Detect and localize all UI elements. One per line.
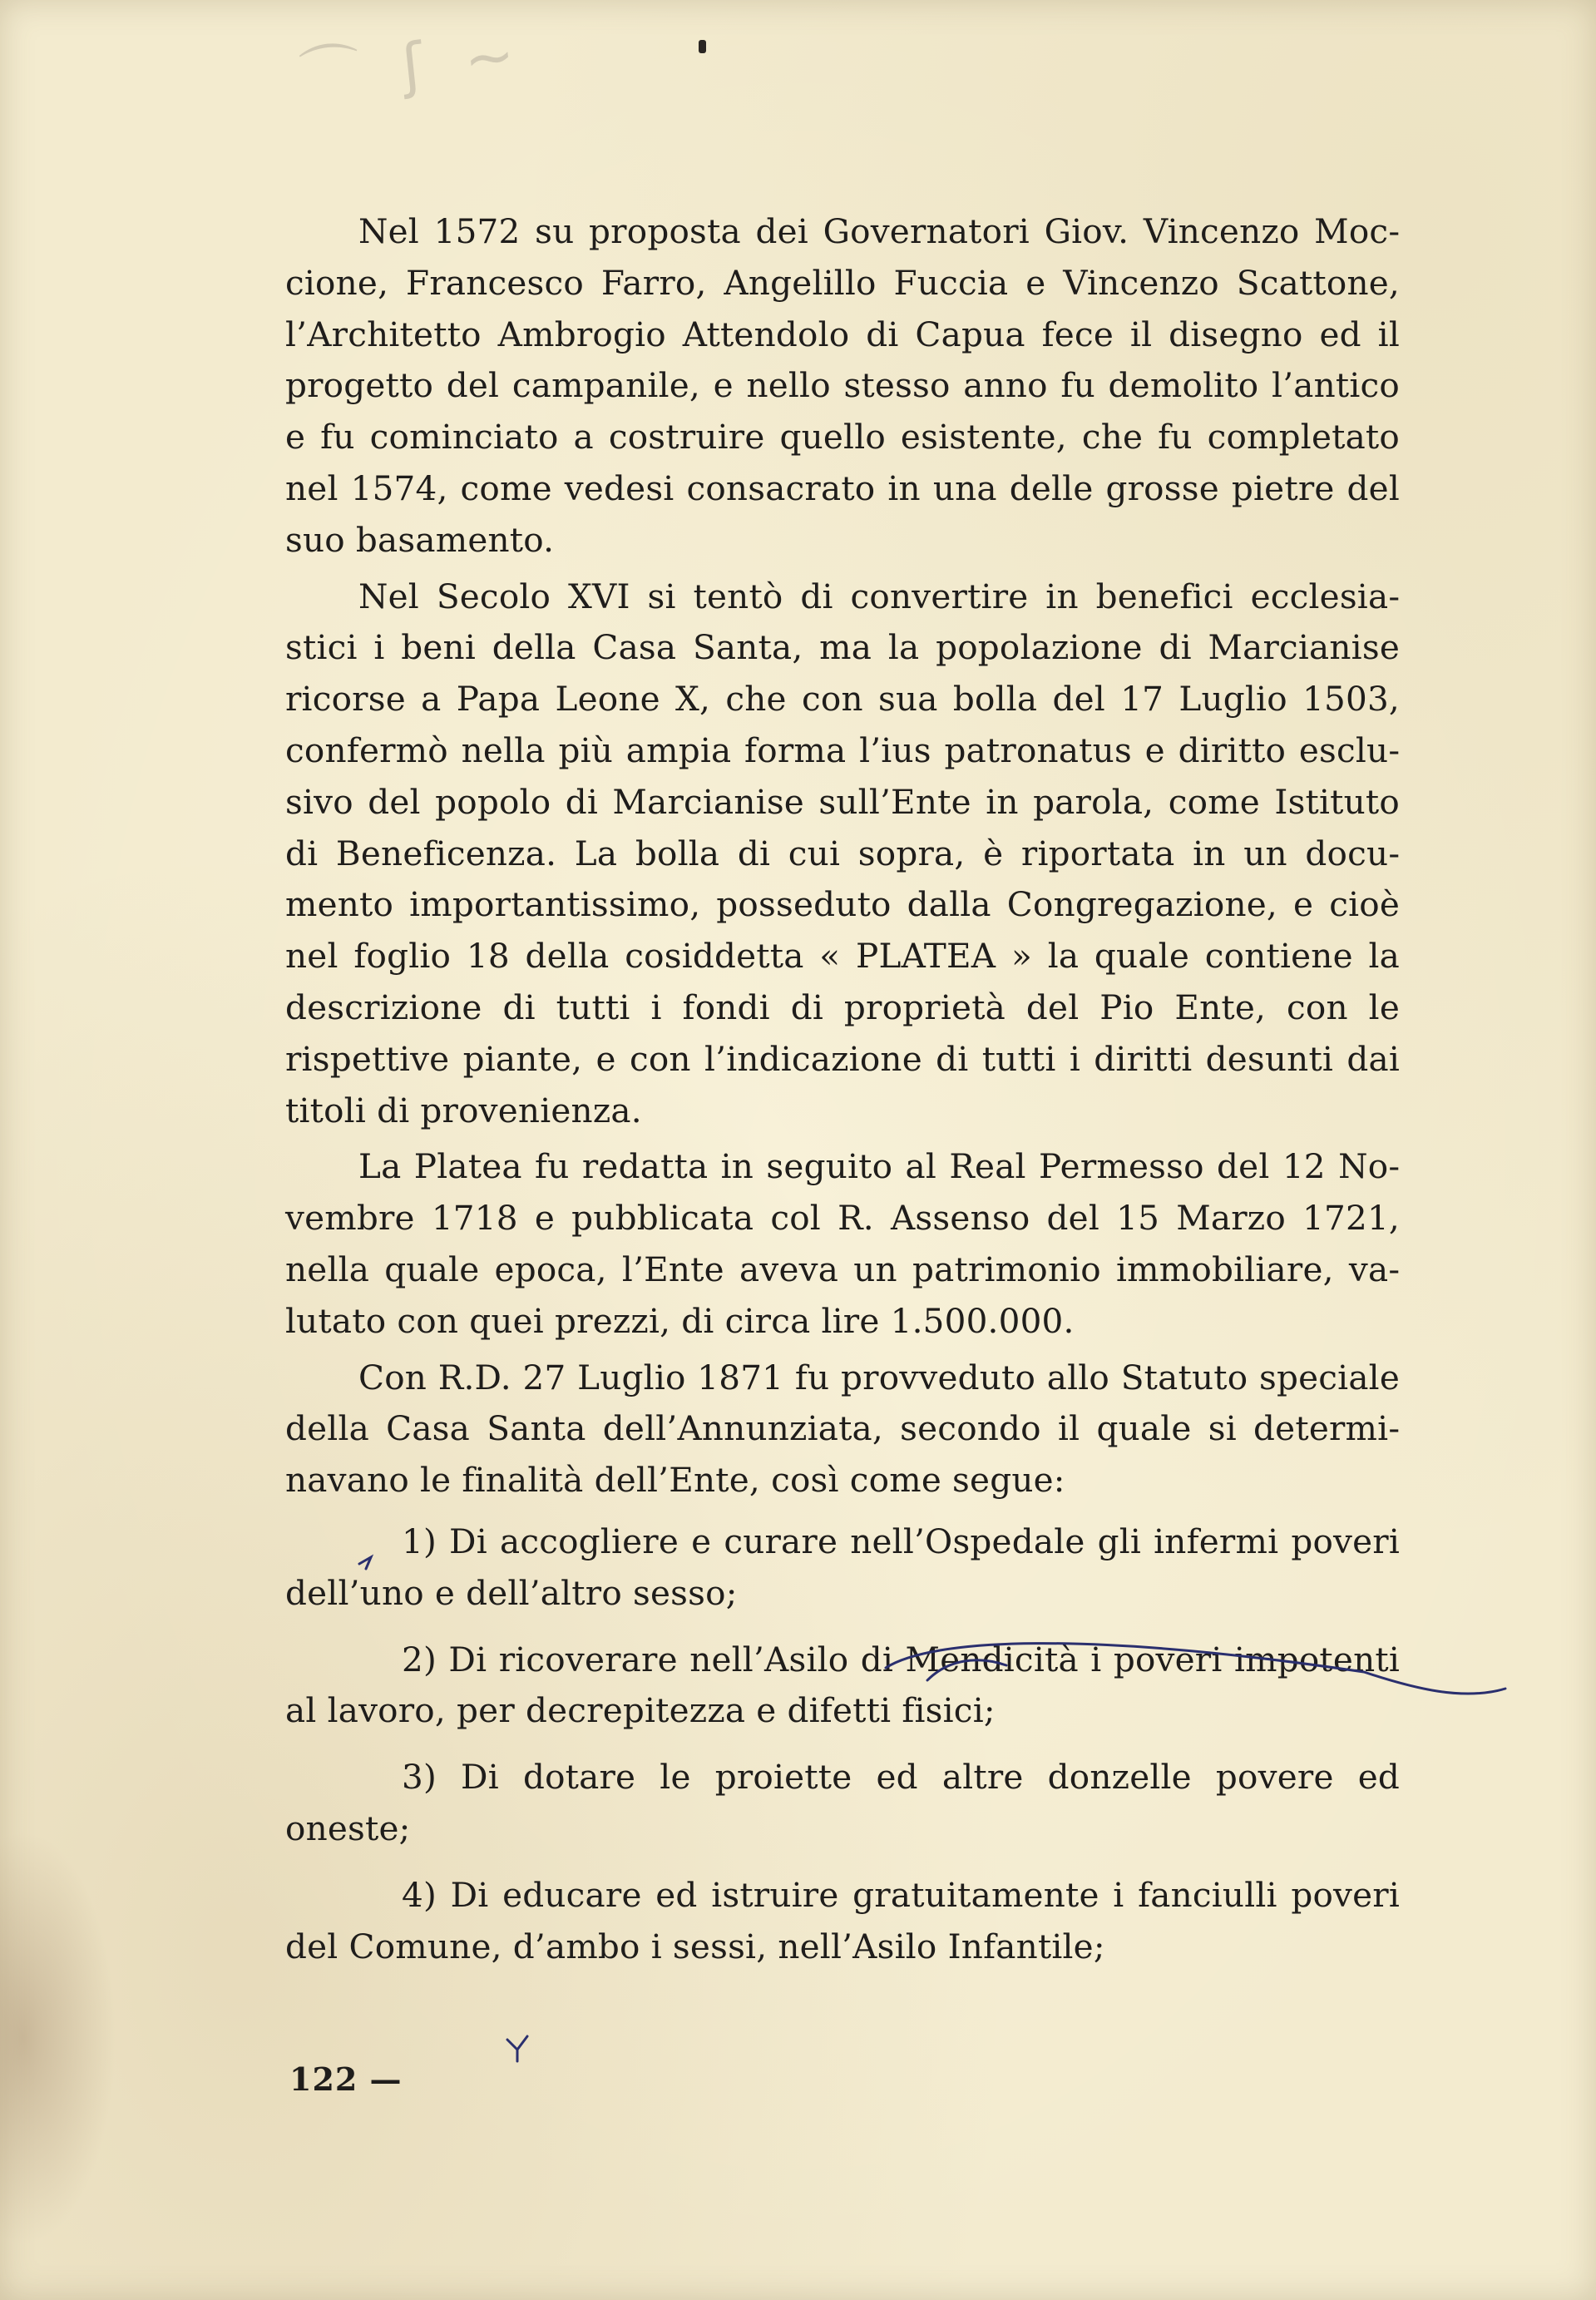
faded-handwriting: ⌒ ʃ ~ <box>296 17 530 111</box>
body-text <box>285 206 1400 1987</box>
list-item-2: 2) Di ricoverare nell’Asilo di Mendicità i poveri impotenti al lavoro, per decrepitezza e difetti fisici; <box>285 1639 1400 1731</box>
paragraph-1: Nel 1572 su proposta dei Governatori Giov. Vincenzo Moccione, Francesco Farro, Angelillo Fuccia e Vincenzo Scattone, l’Architetto Ambrogio Attendolo di Capua fece il disegno ed il progetto del campanile, e nello stesso anno fu demolito l’antico e fu cominciato a costruire quello esistente, che fu completato nel 1574, come vedesi consacrato in una delle grosse pietre del suo basamento. <box>285 211 1400 560</box>
pen-caret-mark <box>507 2036 527 2061</box>
paragraph-2: Nel Secolo XVI si tentò di convertire in benefici ecclesiastici i beni della Casa Santa, ma la popolazione di Marcianise ricorse a Papa Leone X, che con sua bolla del 17 Luglio 1503, confermò nella più ampia forma l’ius patronatus e diritto esclusivo del popolo di Marcianise sull’Ente in parola, come Istituto di Beneficenza. La bolla di cui sopra, è riportata in un documento importantissimo, posseduto dalla Congregazione, e cioè nel foglio 18 della cosiddetta « PLATEA » la quale contiene la descrizione di tutti i fondi di proprietà del Pio Ente, con le rispettive piante, e con l’indicazione di tutti i diritti desunti dai titoli di provenienza. <box>285 576 1400 1130</box>
top-ink-dot <box>699 40 706 53</box>
paragraph-4: Con R.D. 27 Luglio 1871 fu provveduto allo Statuto speciale della Casa Santa dell’Annunziata, secondo il quale si determinavano le finalità dell’Ente, così come segue: <box>285 1357 1400 1501</box>
paper-stain <box>0 1830 116 2246</box>
page-number: 122 — <box>289 2060 403 2098</box>
list-item-4: 4) Di educare ed istruire gratuitamente i fanciulli poveri del Comune, d’ambo i sessi, nell’Asilo Infantile; <box>285 1874 1400 1966</box>
list-item-3: 3) Di dotare le proiette ed altre donzelle povere ed oneste; <box>285 1757 1400 1848</box>
list-item-1: 1) Di accogliere e curare nell’Ospedale gli infermi poveri dell’uno e dell’altro sesso; <box>285 1521 1400 1613</box>
paragraph-3: La Platea fu redatta in seguito al Real Permesso del 12 Novembre 1718 e pubblicata col R. Assenso del 15 Marzo 1721, nella quale epoca, l’Ente aveva un patrimonio immobiliare, valutato con quei prezzi, di circa lire 1.500.000. <box>285 1146 1400 1341</box>
